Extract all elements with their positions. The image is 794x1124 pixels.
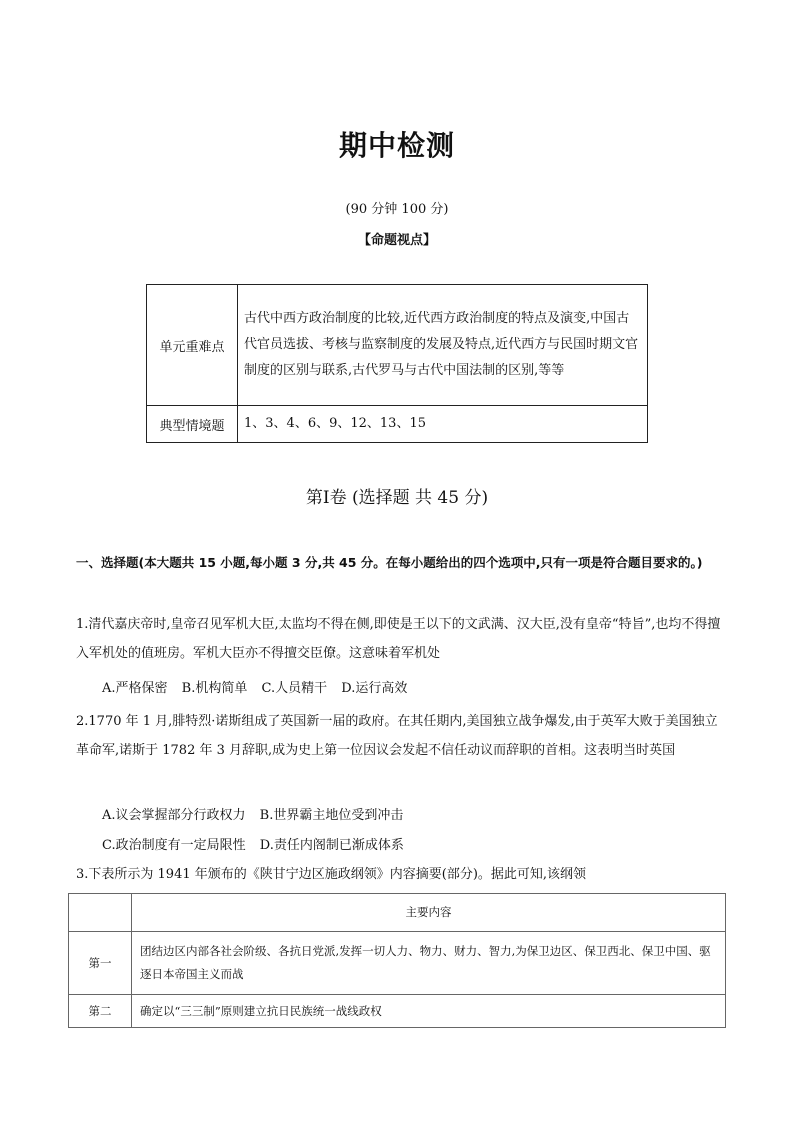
table-cell-label: 第二 [69, 995, 132, 1028]
question-2-options-row2 [102, 836, 414, 856]
overview-table [146, 284, 648, 443]
option-b: B.机构简单 [181, 681, 248, 696]
question-1-options [102, 679, 417, 699]
table-header-empty [69, 894, 132, 932]
table-cell-value: 1、3、4、6、9、12、13、15 [238, 406, 648, 443]
question-2-options-row1 [102, 806, 413, 826]
table-cell-content: 确定以“三三制”原则建立抗日民族统一战线政权 [132, 995, 726, 1028]
table-cell-label: 第一 [69, 932, 132, 995]
option-a: A.严格保密 [102, 681, 168, 696]
table-cell-label: 单元重难点 [147, 285, 238, 406]
table-row [69, 995, 726, 1028]
option-a: A.议会掌握部分行政权力 [102, 808, 246, 823]
exam-duration-score: (90 分钟 100 分) [345, 202, 449, 217]
question-1-stem: 1.清代嘉庆帝时,皇帝召见军机大臣,太监均不得在侧,即使是王以下的文武满、汉大臣,没有皇帝“特旨”,也均不得擅入军机处的值班房。军机大臣亦不得擅交臣僚。这意味着军机处 [76, 617, 721, 661]
question-3-table [68, 893, 726, 1028]
page-title: 期中检测 [338, 129, 455, 162]
option-c: C.政治制度有一定局限性 [102, 838, 246, 853]
table-cell-label: 典型情境题 [147, 406, 238, 443]
option-d: D.责任内阁制已渐成体系 [259, 838, 404, 853]
table-row [147, 285, 648, 406]
question-3-stem: 3.下表所示为 1941 年颁布的《陕甘宁边区施政纲领》内容摘要(部分)。据此可知,该纲领 [76, 867, 587, 882]
option-d: D.运行高效 [341, 681, 408, 696]
viewpoint-heading: 【命题视点】 [357, 233, 436, 248]
table-row [147, 406, 648, 443]
option-c: C.人员精干 [261, 681, 328, 696]
table-header-cell: 主要内容 [132, 894, 726, 932]
question-2-stem: 2.1770 年 1 月,腓特烈·诺斯组成了英国新一届的政府。在其任期内,美国独立战争爆发,由于英军大败于美国独立革命军,诺斯于 1782 年 3 月辞职,成为史上第一位因议会发起不信任动议而辞职的首相。这表明当时英国 [76, 714, 718, 758]
option-b: B.世界霸主地位受到冲击 [259, 808, 404, 823]
table-cell-value: 古代中西方政治制度的比较,近代西方政治制度的特点及演变,中国古代官员选拔、考核与监察制度的发展及特点,近代西方与民国时期文官制度的区别与联系,古代罗马与古代中国法制的区别,等等 [238, 285, 648, 406]
table-row [69, 932, 726, 995]
section-title: 第Ⅰ卷 (选择题 共 45 分) [305, 488, 489, 508]
table-header-row [69, 894, 726, 932]
instructions: 一、选择题(本大题共 15 小题,每小题 3 分,共 45 分。在每小题给出的四个选项中,只有一项是符合题目要求的。) [76, 555, 703, 570]
table-cell-content: 团结边区内部各社会阶级、各抗日党派,发挥一切人力、物力、财力、智力,为保卫边区、保卫西北、保卫中国、驱逐日本帝国主义而战 [132, 932, 726, 995]
